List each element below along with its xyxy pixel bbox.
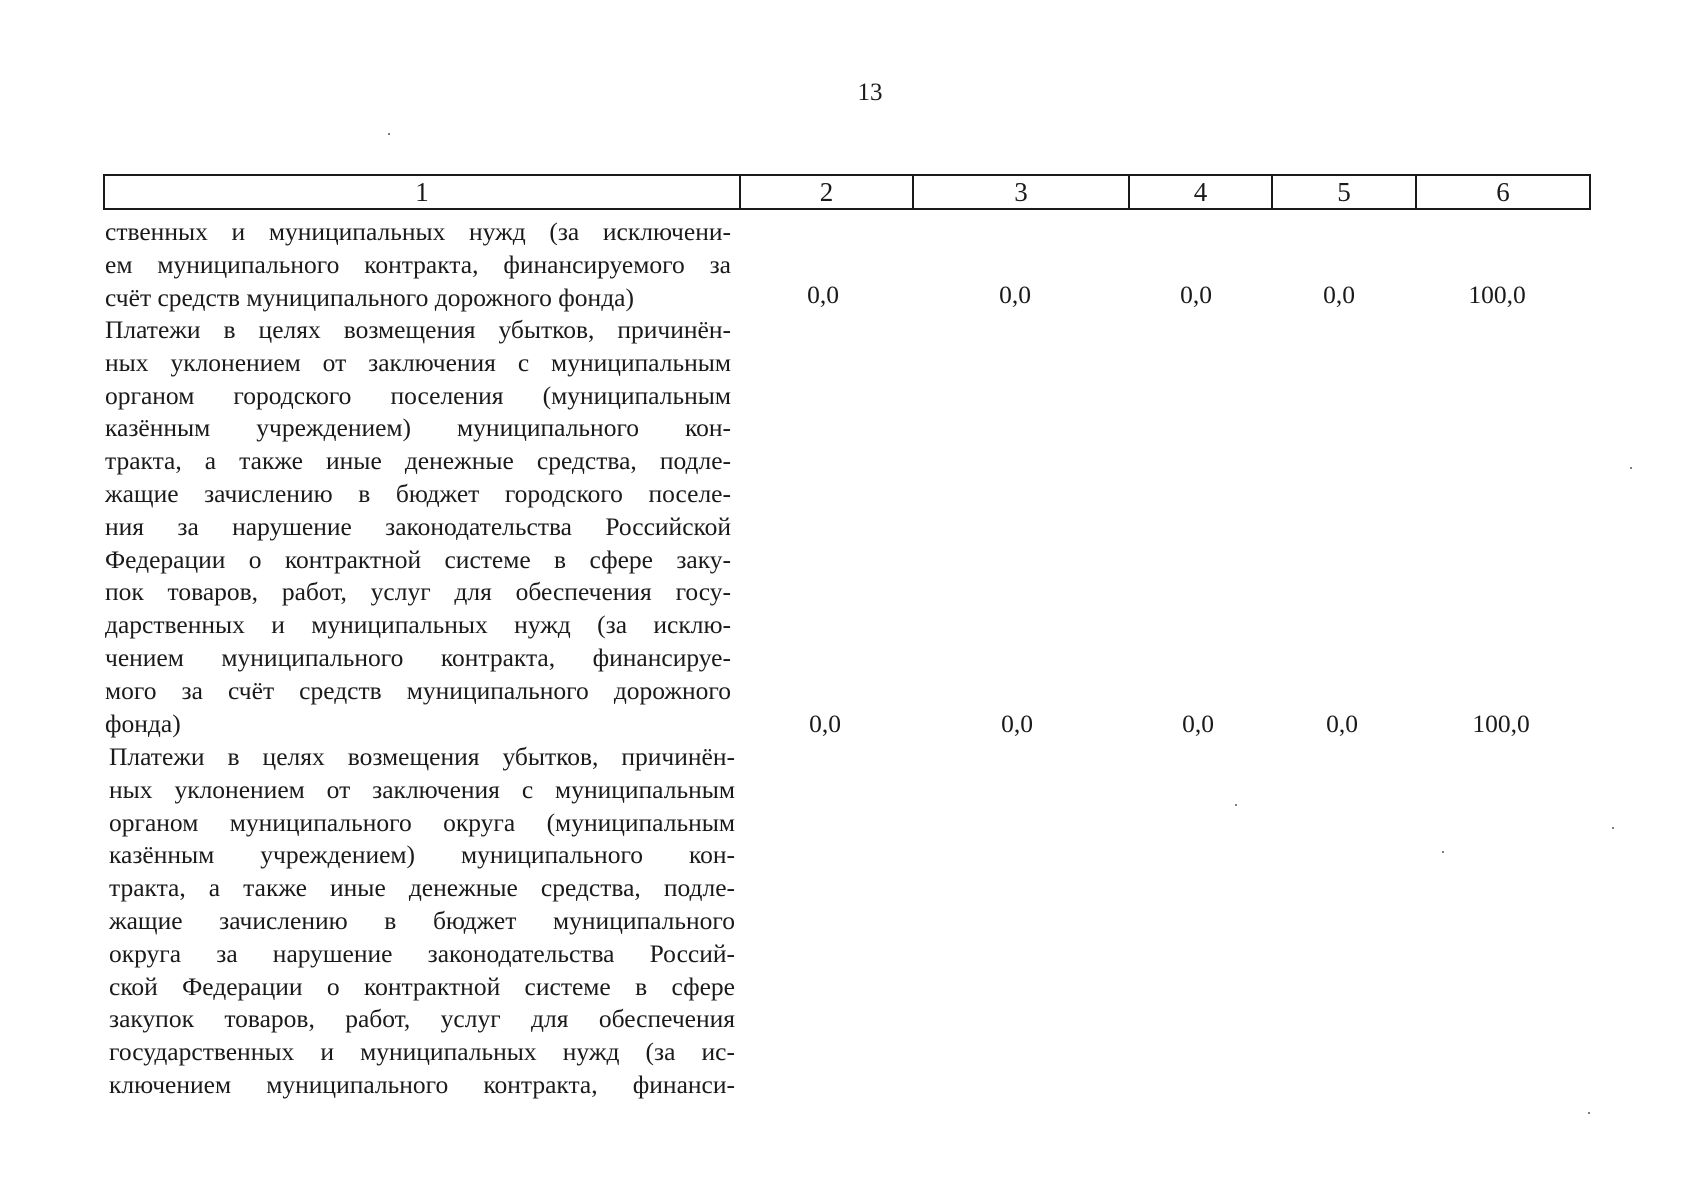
text-line: ния за нарушение законодательства Российской bbox=[105, 511, 731, 541]
text-line: ных уклонением от заключения с муниципальным bbox=[109, 774, 735, 804]
row-description bbox=[105, 216, 731, 314]
text-line: пок товаров, работ, услуг для обеспечения госу- bbox=[105, 577, 731, 607]
value-col-2: 0,0 bbox=[809, 709, 841, 738]
value-col-5: 0,0 bbox=[1326, 709, 1358, 738]
row-description bbox=[109, 741, 735, 1102]
column-header-5: 5 bbox=[1273, 176, 1417, 208]
value-col-4: 0,0 bbox=[1182, 709, 1214, 738]
text-line: Платежи в целях возмещения убытков, причинён- bbox=[105, 315, 731, 344]
text-line: ем муниципального контракта, финансируемого за bbox=[105, 249, 731, 279]
text-line: казённым учреждением) муниципального кон- bbox=[109, 840, 735, 870]
column-header-1: 1 bbox=[105, 176, 741, 208]
value-col-6: 100,0 bbox=[1472, 709, 1530, 738]
text-line: казённым учреждением) муниципального кон- bbox=[105, 413, 731, 443]
text-line: Федерации о контрактной системе в сфере заку- bbox=[105, 544, 731, 574]
scan-speck bbox=[1442, 851, 1444, 853]
text-line: ключением муниципального контракта, финанси- bbox=[109, 1069, 735, 1099]
text-line: ственных и муниципальных нужд (за исключени- bbox=[105, 217, 731, 246]
text-line: закупок товаров, работ, услуг для обеспечения bbox=[109, 1004, 735, 1034]
text-line: чением муниципального контракта, финансируе- bbox=[105, 642, 731, 672]
text-line: ской Федерации о контрактной системе в сфере bbox=[109, 971, 735, 1001]
text-line: тракта, а также иные денежные средства, подле- bbox=[109, 873, 735, 903]
scan-speck bbox=[1612, 827, 1614, 829]
scan-speck bbox=[1630, 467, 1632, 469]
text-line: дарственных и муниципальных нужд (за исклю- bbox=[105, 610, 731, 640]
text-line: счёт средств муниципального дорожного фонда) bbox=[105, 282, 634, 312]
value-col-6: 100,0 bbox=[1468, 280, 1526, 309]
column-header-6: 6 bbox=[1496, 177, 1510, 207]
scan-speck bbox=[1235, 804, 1237, 806]
text-line: государственных и муниципальных нужд (за ис- bbox=[109, 1037, 735, 1067]
text-line: Платежи в целях возмещения убытков, причинён- bbox=[109, 742, 735, 771]
text-line: округа за нарушение законодательства Россий- bbox=[109, 938, 735, 968]
column-header-2: 2 bbox=[741, 176, 914, 208]
row-description bbox=[105, 314, 731, 740]
value-col-2: 0,0 bbox=[807, 280, 839, 309]
text-line: мого за счёт средств муниципального дорожного bbox=[105, 675, 731, 705]
text-line: органом муниципального округа (муниципальным bbox=[109, 807, 735, 837]
text-line: органом городского поселения (муниципальным bbox=[105, 380, 731, 410]
value-col-3: 0,0 bbox=[1001, 709, 1033, 738]
text-line: жащие зачислению в бюджет муниципального bbox=[109, 905, 735, 935]
column-header-4: 4 bbox=[1130, 176, 1273, 208]
column-header-3: 3 bbox=[914, 176, 1130, 208]
value-col-3: 0,0 bbox=[999, 280, 1031, 309]
table-header-row bbox=[103, 174, 1591, 210]
value-col-4: 0,0 bbox=[1180, 280, 1212, 309]
scan-speck bbox=[388, 133, 390, 135]
text-line: фонда) bbox=[105, 708, 181, 738]
text-line: жащие зачислению в бюджет городского поселе- bbox=[105, 478, 731, 508]
text-line: тракта, а также иные денежные средства, подле- bbox=[105, 446, 731, 476]
text-line: ных уклонением от заключения с муниципальным bbox=[105, 347, 731, 377]
page-number: 13 bbox=[857, 79, 883, 106]
scan-speck bbox=[1588, 1112, 1590, 1114]
value-col-5: 0,0 bbox=[1323, 280, 1355, 309]
